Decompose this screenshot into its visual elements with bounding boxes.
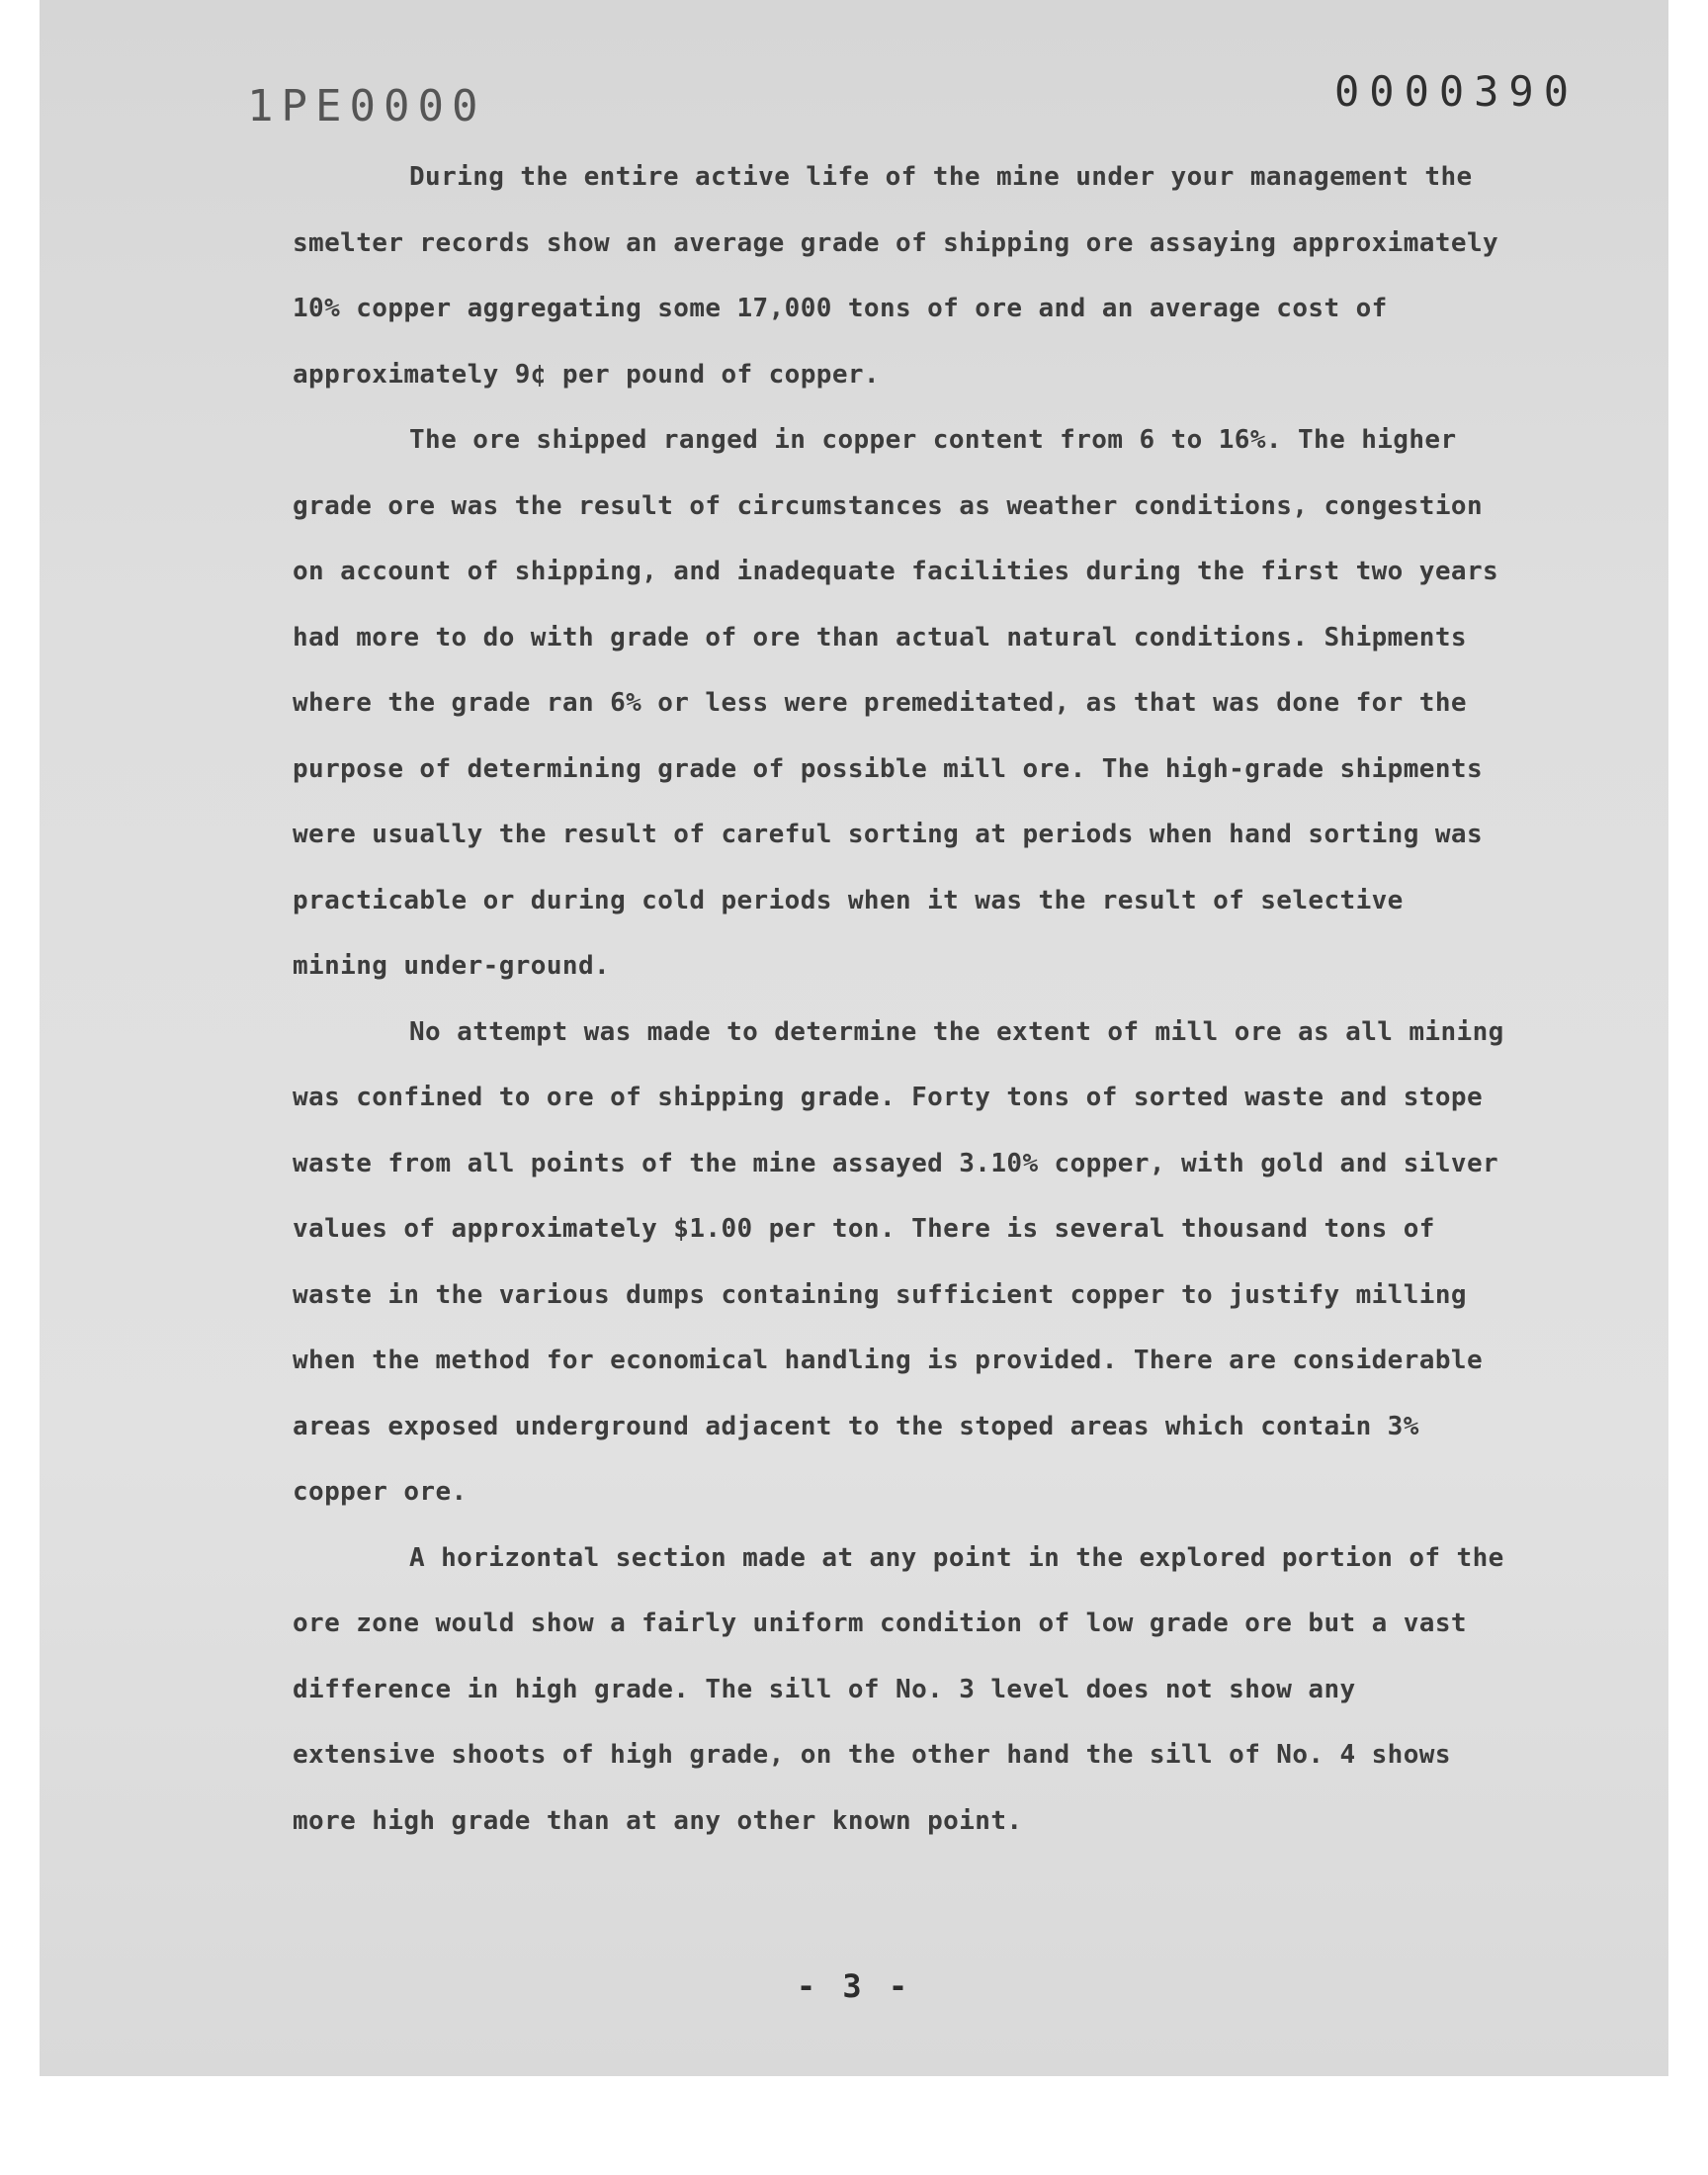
page-number: - 3 -: [796, 1967, 912, 2005]
paragraph-4: A horizontal section made at any point in the explored portion of the ore zone would show a fairly uniform condition of low grade ore but a vast difference in high grade. The sill of No. 3 level does not show any extensive shoots of high grade, on the other hand the sill of No. 4 shows more high grade than at any other known point.: [293, 1542, 1504, 1836]
document-stamp-right: 0000390: [1334, 67, 1580, 116]
paragraph-1: During the entire active life of the mine under your management the smelter records show an average grade of shipping ore assaying approximately 10% copper aggregating some 17,000 tons of ore and an average cost of approximately 9¢ per pound of copper.: [293, 162, 1499, 390]
document-body: [293, 144, 1508, 1854]
paragraph-2: The ore shipped ranged in copper content from 6 to 16%. The higher grade ore was the result of circumstances as weather conditions, congestion on account of shipping, and inadequate facilities during the first two years had more to do with grade of ore than actual natural conditions. Shipments where the grade ran 6% or less were premeditated, as that was done for the purpose of determining grade of possible mill ore. The high-grade shipments were usually the result of careful sorting at periods when hand sorting was practicable or during cold periods when it was the result of selective mining under-ground.: [293, 425, 1499, 981]
paragraph-3: No attempt was made to determine the extent of mill ore as all mining was confined to ore of shipping grade. Forty tons of sorted waste and stope waste from all points of the mine assayed 3.10% copper, with gold and silver values of approximately $1.00 per ton. There is several thousand tons of waste in the various dumps containing sufficient copper to justify milling when the method for economical handling is provided. There are considerable areas exposed underground adjacent to the stoped areas which contain 3% copper ore.: [293, 1016, 1504, 1507]
document-stamp-left: 1PE0000: [247, 81, 486, 131]
